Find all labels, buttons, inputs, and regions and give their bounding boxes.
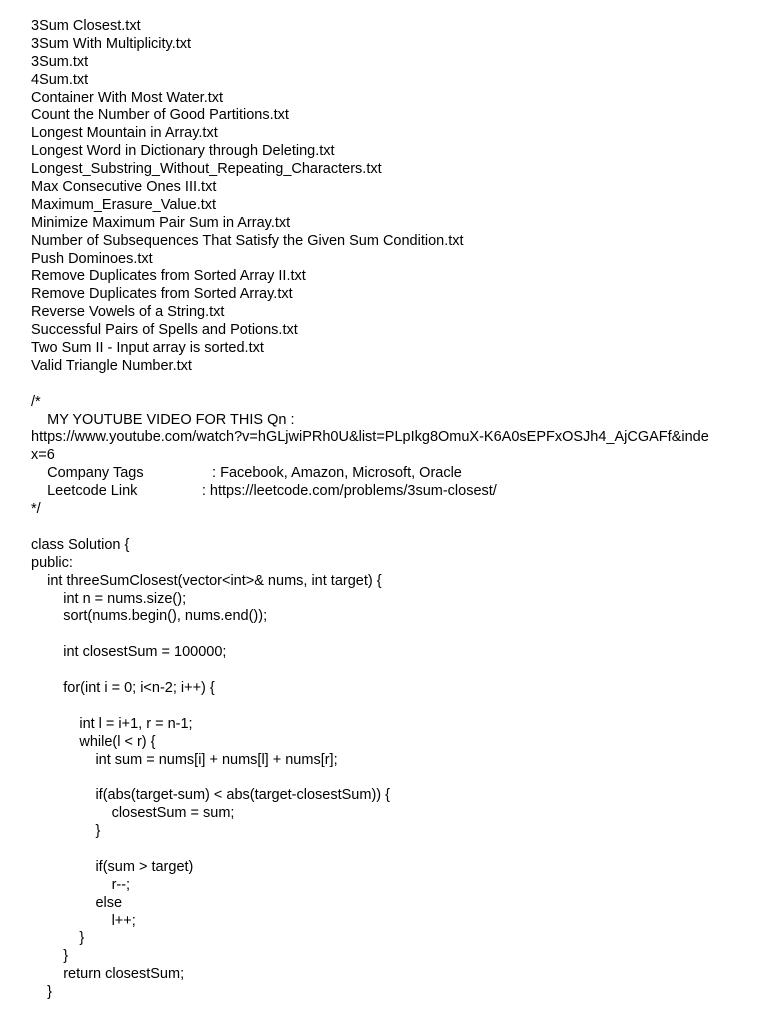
code-line: while(l < r) { xyxy=(31,733,156,750)
code-line: r--; xyxy=(31,876,131,893)
code-line: closestSum = sum; xyxy=(31,805,235,822)
code-line: else xyxy=(31,894,123,911)
file-list-item: Reverse Vowels of a String.txt xyxy=(31,304,225,321)
code-line: l++; xyxy=(31,912,136,929)
file-list-item: Count the Number of Good Partitions.txt xyxy=(31,107,289,124)
youtube-label: MY YOUTUBE VIDEO FOR THIS Qn : xyxy=(31,411,295,428)
file-list-item: 3Sum.txt xyxy=(31,53,89,70)
code-line: class Solution { xyxy=(31,536,130,553)
file-list-item: Longest_Substring_Without_Repeating_Characters.txt xyxy=(31,161,382,178)
leetcode-link: Leetcode Link : https://leetcode.com/problems/3sum-closest/ xyxy=(31,483,497,500)
file-list-item: Remove Duplicates from Sorted Array.txt xyxy=(31,286,293,303)
file-list-item: 3Sum With Multiplicity.txt xyxy=(31,35,192,52)
code-line: for(int i = 0; i<n-2; i++) { xyxy=(31,679,215,696)
comment-open: /* xyxy=(31,393,41,410)
file-list-item: Longest Word in Dictionary through Deleting.txt xyxy=(31,143,335,160)
code-line xyxy=(31,698,751,716)
document-page xyxy=(31,18,751,1002)
code-line xyxy=(31,662,751,680)
file-list-item: Container With Most Water.txt xyxy=(31,89,224,106)
comment-close: */ xyxy=(31,501,41,518)
code-line: if(sum > target) xyxy=(31,858,194,875)
file-list-item: Longest Mountain in Array.txt xyxy=(31,125,218,142)
file-list-item: 4Sum.txt xyxy=(31,71,89,88)
file-list-item: Number of Subsequences That Satisfy the Given Sum Condition.txt xyxy=(31,232,464,249)
file-list-item: Two Sum II - Input array is sorted.txt xyxy=(31,340,264,357)
code-line: } xyxy=(31,823,101,840)
code-line xyxy=(31,626,751,644)
file-list-item: Maximum_Erasure_Value.txt xyxy=(31,196,217,213)
youtube-url-line-1: https://www.youtube.com/watch?v=hGLjwiPRh0U&list=PLpIkg8OmuX-K6A0sEPFxOSJh4_AjCGAFf&inde xyxy=(31,429,709,446)
file-list xyxy=(31,18,751,376)
file-list-item: Successful Pairs of Spells and Potions.txt xyxy=(31,322,298,339)
code-line: } xyxy=(31,948,69,965)
file-list-item: Minimize Maximum Pair Sum in Array.txt xyxy=(31,214,291,231)
code-line: int l = i+1, r = n-1; xyxy=(31,715,193,732)
file-list-item: Push Dominoes.txt xyxy=(31,250,153,267)
code-line: } xyxy=(31,984,52,1001)
code-line: int threeSumClosest(vector<int>& nums, int target) { xyxy=(31,572,382,589)
code-line: public: xyxy=(31,554,73,571)
code-line: int sum = nums[i] + nums[l] + nums[r]; xyxy=(31,751,338,768)
code-line: int closestSum = 100000; xyxy=(31,644,227,661)
code-line: int n = nums.size(); xyxy=(31,590,187,607)
code-line: if(abs(target-sum) < abs(target-closestSum)) { xyxy=(31,787,390,804)
file-list-item: 3Sum Closest.txt xyxy=(31,18,141,34)
header-comment xyxy=(31,394,751,519)
spacer xyxy=(31,376,751,394)
code-line: return closestSum; xyxy=(31,966,185,983)
file-list-item: Valid Triangle Number.txt xyxy=(31,357,192,374)
code-line: sort(nums.begin(), nums.end()); xyxy=(31,608,268,625)
code-block xyxy=(31,537,751,1002)
file-list-item: Max Consecutive Ones III.txt xyxy=(31,179,217,196)
spacer xyxy=(31,519,751,537)
company-tags: Company Tags : Facebook, Amazon, Microsoft, Oracle xyxy=(31,465,462,482)
file-list-item: Remove Duplicates from Sorted Array II.txt xyxy=(31,268,306,285)
code-line xyxy=(31,841,751,859)
code-line: } xyxy=(31,930,85,947)
code-line xyxy=(31,769,751,787)
youtube-url-line-2: x=6 xyxy=(31,447,55,464)
